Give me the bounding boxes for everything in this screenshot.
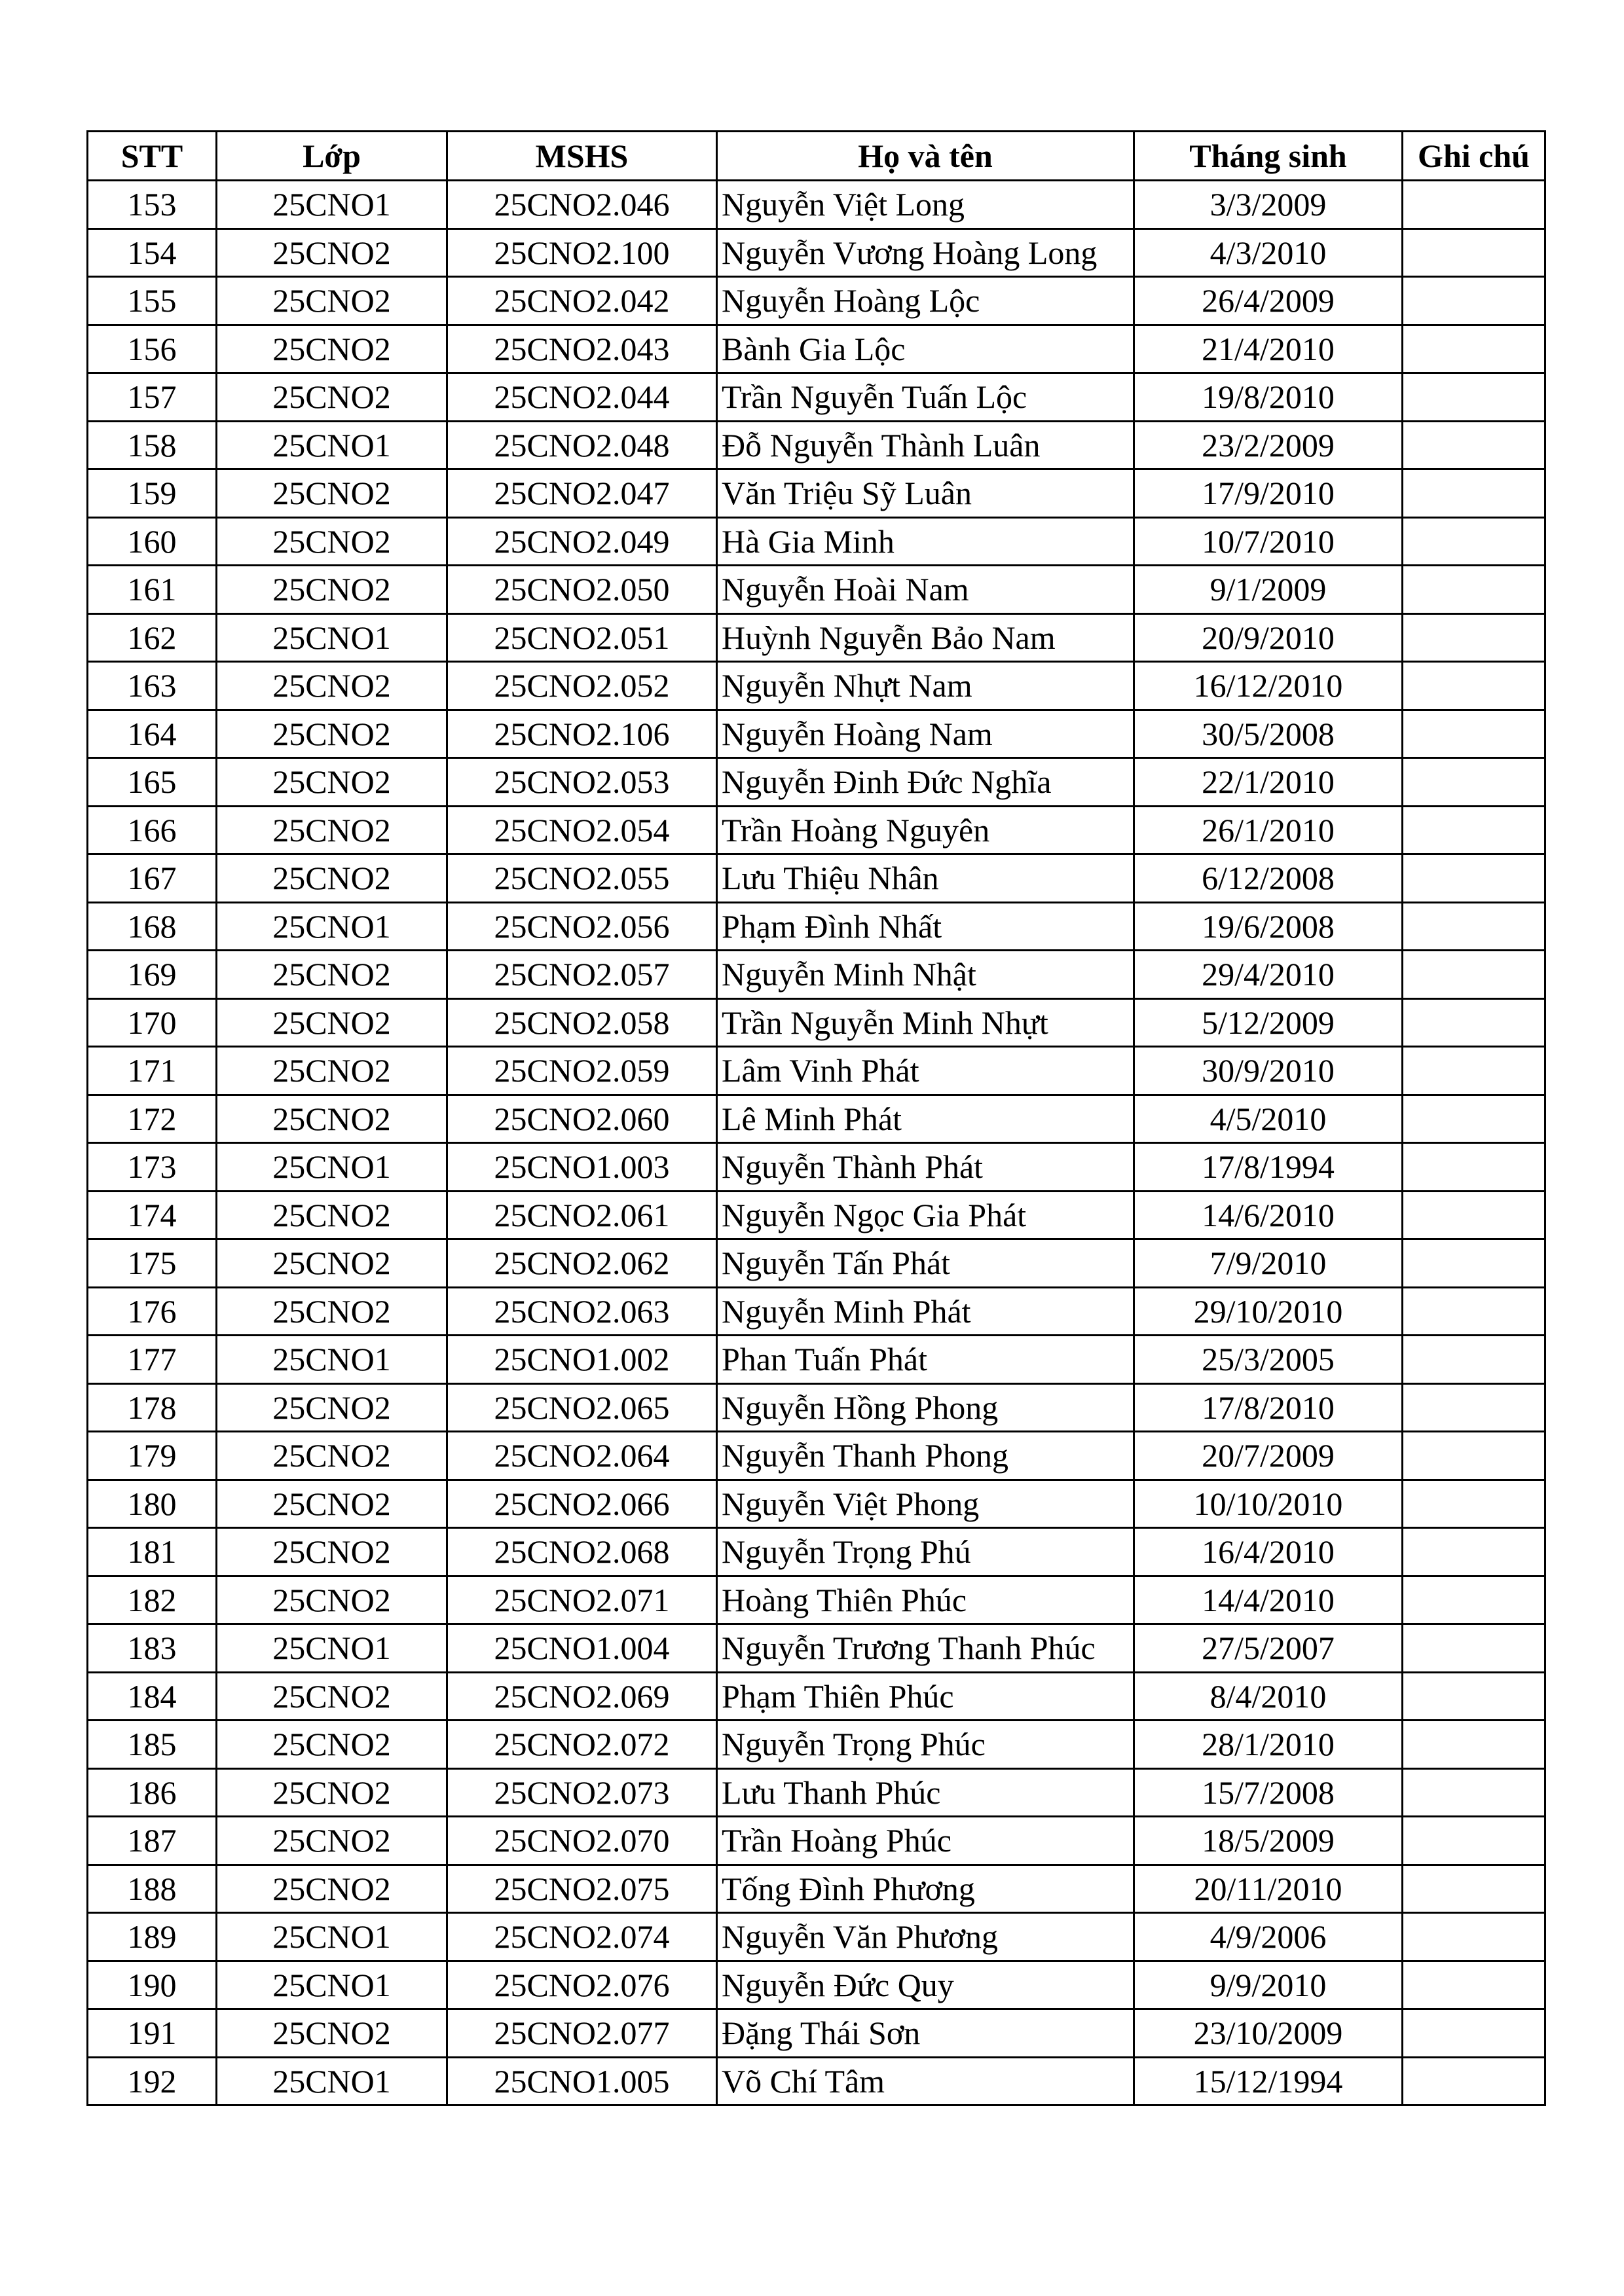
table-row	[88, 1480, 1545, 1528]
cell-stt: 181	[88, 1528, 217, 1576]
cell-note	[1403, 854, 1545, 903]
cell-name: Nguyễn Nhựt Nam	[717, 662, 1134, 710]
table-row	[88, 1191, 1545, 1239]
cell-note	[1403, 1480, 1545, 1528]
header-name: Họ và tên	[717, 132, 1134, 181]
cell-stt: 157	[88, 373, 217, 422]
cell-note	[1403, 517, 1545, 566]
cell-mshs: 25CNO2.054	[447, 806, 717, 854]
cell-note	[1403, 1528, 1545, 1576]
cell-mshs: 25CNO2.063	[447, 1287, 717, 1336]
cell-name: Nguyễn Việt Phong	[717, 1480, 1134, 1528]
cell-lop: 25CNO2	[217, 951, 447, 999]
cell-lop: 25CNO2	[217, 1768, 447, 1817]
cell-lop: 25CNO2	[217, 854, 447, 903]
cell-lop: 25CNO1	[217, 1913, 447, 1961]
cell-note	[1403, 613, 1545, 662]
cell-dob: 20/9/2010	[1134, 613, 1403, 662]
cell-dob: 4/5/2010	[1134, 1095, 1403, 1143]
cell-mshs: 25CNO2.055	[447, 854, 717, 903]
table-row	[88, 806, 1545, 854]
cell-note	[1403, 1576, 1545, 1624]
cell-lop: 25CNO2	[217, 1095, 447, 1143]
cell-stt: 160	[88, 517, 217, 566]
table-row	[88, 854, 1545, 903]
table-row	[88, 1961, 1545, 2009]
cell-mshs: 25CNO2.064	[447, 1432, 717, 1480]
cell-stt: 170	[88, 998, 217, 1047]
cell-mshs: 25CNO1.004	[447, 1624, 717, 1673]
cell-stt: 168	[88, 902, 217, 951]
table-row	[88, 902, 1545, 951]
cell-dob: 30/9/2010	[1134, 1047, 1403, 1095]
cell-lop: 25CNO2	[217, 662, 447, 710]
cell-name: Nguyễn Thành Phát	[717, 1143, 1134, 1192]
cell-lop: 25CNO2	[217, 2009, 447, 2058]
cell-name: Tống Đình Phương	[717, 1865, 1134, 1913]
cell-stt: 162	[88, 613, 217, 662]
cell-note	[1403, 1047, 1545, 1095]
header-stt: STT	[88, 132, 217, 181]
cell-stt: 165	[88, 758, 217, 807]
cell-name: Bành Gia Lộc	[717, 325, 1134, 373]
cell-note	[1403, 1721, 1545, 1769]
table-row	[88, 1287, 1545, 1336]
cell-dob: 17/8/1994	[1134, 1143, 1403, 1192]
cell-name: Lê Minh Phát	[717, 1095, 1134, 1143]
cell-note	[1403, 998, 1545, 1047]
cell-dob: 4/3/2010	[1134, 228, 1403, 277]
cell-stt: 178	[88, 1383, 217, 1432]
cell-stt: 189	[88, 1913, 217, 1961]
table-row	[88, 998, 1545, 1047]
header-dob: Tháng sinh	[1134, 132, 1403, 181]
cell-name: Trần Nguyễn Tuấn Lộc	[717, 373, 1134, 422]
cell-lop: 25CNO1	[217, 902, 447, 951]
cell-lop: 25CNO1	[217, 2057, 447, 2105]
table-row	[88, 1672, 1545, 1721]
cell-stt: 177	[88, 1336, 217, 1384]
cell-note	[1403, 373, 1545, 422]
cell-note	[1403, 228, 1545, 277]
cell-mshs: 25CNO2.065	[447, 1383, 717, 1432]
table-row	[88, 1336, 1545, 1384]
cell-note	[1403, 2057, 1545, 2105]
cell-note	[1403, 469, 1545, 518]
cell-lop: 25CNO2	[217, 758, 447, 807]
cell-mshs: 25CNO2.042	[447, 277, 717, 325]
cell-stt: 184	[88, 1672, 217, 1721]
cell-mshs: 25CNO2.044	[447, 373, 717, 422]
cell-stt: 163	[88, 662, 217, 710]
cell-dob: 27/5/2007	[1134, 1624, 1403, 1673]
cell-lop: 25CNO1	[217, 1336, 447, 1384]
cell-lop: 25CNO1	[217, 613, 447, 662]
cell-name: Trần Hoàng Nguyên	[717, 806, 1134, 854]
cell-dob: 28/1/2010	[1134, 1721, 1403, 1769]
cell-note	[1403, 951, 1545, 999]
cell-mshs: 25CNO2.050	[447, 566, 717, 614]
cell-name: Nguyễn Trọng Phúc	[717, 1721, 1134, 1769]
cell-name: Nguyễn Trương Thanh Phúc	[717, 1624, 1134, 1673]
cell-stt: 190	[88, 1961, 217, 2009]
table-row	[88, 662, 1545, 710]
cell-note	[1403, 1336, 1545, 1384]
cell-dob: 3/3/2009	[1134, 181, 1403, 229]
table-row	[88, 1432, 1545, 1480]
cell-stt: 164	[88, 710, 217, 758]
cell-mshs: 25CNO2.106	[447, 710, 717, 758]
cell-lop: 25CNO2	[217, 1721, 447, 1769]
cell-stt: 153	[88, 181, 217, 229]
cell-note	[1403, 1143, 1545, 1192]
cell-stt: 175	[88, 1239, 217, 1288]
cell-mshs: 25CNO2.071	[447, 1576, 717, 1624]
cell-lop: 25CNO2	[217, 277, 447, 325]
table-row	[88, 1721, 1545, 1769]
cell-stt: 172	[88, 1095, 217, 1143]
cell-mshs: 25CNO2.073	[447, 1768, 717, 1817]
cell-name: Nguyễn Thanh Phong	[717, 1432, 1134, 1480]
table-row	[88, 1095, 1545, 1143]
cell-mshs: 25CNO1.002	[447, 1336, 717, 1384]
cell-dob: 14/4/2010	[1134, 1576, 1403, 1624]
cell-name: Phạm Đình Nhất	[717, 902, 1134, 951]
cell-lop: 25CNO1	[217, 1143, 447, 1192]
cell-stt: 158	[88, 421, 217, 469]
cell-mshs: 25CNO2.049	[447, 517, 717, 566]
cell-mshs: 25CNO2.047	[447, 469, 717, 518]
table-row	[88, 1528, 1545, 1576]
cell-note	[1403, 1961, 1545, 2009]
cell-dob: 7/9/2010	[1134, 1239, 1403, 1288]
cell-mshs: 25CNO1.005	[447, 2057, 717, 2105]
cell-name: Nguyễn Văn Phương	[717, 1913, 1134, 1961]
cell-note	[1403, 1287, 1545, 1336]
cell-mshs: 25CNO2.074	[447, 1913, 717, 1961]
cell-note	[1403, 1865, 1545, 1913]
cell-mshs: 25CNO2.057	[447, 951, 717, 999]
cell-name: Phạm Thiên Phúc	[717, 1672, 1134, 1721]
cell-stt: 173	[88, 1143, 217, 1192]
table-row	[88, 1576, 1545, 1624]
cell-lop: 25CNO2	[217, 710, 447, 758]
cell-stt: 176	[88, 1287, 217, 1336]
cell-stt: 154	[88, 228, 217, 277]
cell-dob: 29/4/2010	[1134, 951, 1403, 999]
table-row	[88, 1913, 1545, 1961]
cell-lop: 25CNO2	[217, 1287, 447, 1336]
header-lop: Lớp	[217, 132, 447, 181]
cell-dob: 30/5/2008	[1134, 710, 1403, 758]
cell-lop: 25CNO1	[217, 1624, 447, 1673]
table-row	[88, 228, 1545, 277]
table-row	[88, 421, 1545, 469]
table-row	[88, 1624, 1545, 1673]
cell-name: Nguyễn Ngọc Gia Phát	[717, 1191, 1134, 1239]
cell-name: Nguyễn Đức Quy	[717, 1961, 1134, 2009]
cell-mshs: 25CNO2.043	[447, 325, 717, 373]
table-row	[88, 1383, 1545, 1432]
table-row	[88, 181, 1545, 229]
table-row	[88, 566, 1545, 614]
cell-stt: 182	[88, 1576, 217, 1624]
cell-name: Huỳnh Nguyễn Bảo Nam	[717, 613, 1134, 662]
cell-mshs: 25CNO2.077	[447, 2009, 717, 2058]
cell-mshs: 25CNO2.076	[447, 1961, 717, 2009]
cell-mshs: 25CNO2.051	[447, 613, 717, 662]
cell-note	[1403, 1672, 1545, 1721]
cell-dob: 22/1/2010	[1134, 758, 1403, 807]
cell-name: Nguyễn Hoàng Lộc	[717, 277, 1134, 325]
cell-lop: 25CNO2	[217, 1817, 447, 1865]
table-row	[88, 277, 1545, 325]
cell-name: Nguyễn Hoàng Nam	[717, 710, 1134, 758]
cell-dob: 17/9/2010	[1134, 469, 1403, 518]
cell-stt: 191	[88, 2009, 217, 2058]
cell-name: Đỗ Nguyễn Thành Luân	[717, 421, 1134, 469]
cell-dob: 26/1/2010	[1134, 806, 1403, 854]
cell-dob: 21/4/2010	[1134, 325, 1403, 373]
cell-mshs: 25CNO2.072	[447, 1721, 717, 1769]
cell-stt: 174	[88, 1191, 217, 1239]
cell-lop: 25CNO2	[217, 1480, 447, 1528]
table-row	[88, 2009, 1545, 2058]
cell-name: Trần Hoàng Phúc	[717, 1817, 1134, 1865]
header-row	[88, 132, 1545, 181]
cell-note	[1403, 662, 1545, 710]
cell-note	[1403, 806, 1545, 854]
cell-stt: 171	[88, 1047, 217, 1095]
table-row	[88, 325, 1545, 373]
cell-mshs: 25CNO2.059	[447, 1047, 717, 1095]
cell-dob: 10/7/2010	[1134, 517, 1403, 566]
cell-note	[1403, 1095, 1545, 1143]
cell-dob: 17/8/2010	[1134, 1383, 1403, 1432]
cell-dob: 5/12/2009	[1134, 998, 1403, 1047]
cell-name: Nguyễn Minh Nhật	[717, 951, 1134, 999]
cell-name: Lâm Vinh Phát	[717, 1047, 1134, 1095]
cell-lop: 25CNO2	[217, 1239, 447, 1288]
cell-dob: 23/2/2009	[1134, 421, 1403, 469]
cell-mshs: 25CNO1.003	[447, 1143, 717, 1192]
cell-note	[1403, 710, 1545, 758]
cell-name: Nguyễn Hoài Nam	[717, 566, 1134, 614]
cell-mshs: 25CNO2.100	[447, 228, 717, 277]
cell-lop: 25CNO2	[217, 228, 447, 277]
cell-mshs: 25CNO2.068	[447, 1528, 717, 1576]
cell-mshs: 25CNO2.048	[447, 421, 717, 469]
cell-mshs: 25CNO2.058	[447, 998, 717, 1047]
cell-dob: 14/6/2010	[1134, 1191, 1403, 1239]
cell-name: Nguyễn Việt Long	[717, 181, 1134, 229]
table-row	[88, 517, 1545, 566]
cell-name: Văn Triệu Sỹ Luân	[717, 469, 1134, 518]
cell-mshs: 25CNO2.046	[447, 181, 717, 229]
cell-dob: 25/3/2005	[1134, 1336, 1403, 1384]
cell-note	[1403, 1768, 1545, 1817]
cell-note	[1403, 277, 1545, 325]
cell-lop: 25CNO2	[217, 566, 447, 614]
table-row	[88, 1047, 1545, 1095]
cell-dob: 6/12/2008	[1134, 854, 1403, 903]
cell-stt: 185	[88, 1721, 217, 1769]
cell-dob: 20/7/2009	[1134, 1432, 1403, 1480]
cell-dob: 16/12/2010	[1134, 662, 1403, 710]
cell-stt: 169	[88, 951, 217, 999]
cell-note	[1403, 566, 1545, 614]
table-row	[88, 710, 1545, 758]
cell-dob: 9/9/2010	[1134, 1961, 1403, 2009]
cell-stt: 187	[88, 1817, 217, 1865]
cell-stt: 161	[88, 566, 217, 614]
cell-dob: 15/7/2008	[1134, 1768, 1403, 1817]
table-row	[88, 1239, 1545, 1288]
cell-note	[1403, 1191, 1545, 1239]
cell-lop: 25CNO2	[217, 806, 447, 854]
cell-lop: 25CNO1	[217, 181, 447, 229]
cell-lop: 25CNO2	[217, 1672, 447, 1721]
cell-name: Lưu Thanh Phúc	[717, 1768, 1134, 1817]
table-row	[88, 1817, 1545, 1865]
cell-lop: 25CNO2	[217, 1047, 447, 1095]
cell-stt: 183	[88, 1624, 217, 1673]
cell-mshs: 25CNO2.056	[447, 902, 717, 951]
cell-dob: 20/11/2010	[1134, 1865, 1403, 1913]
cell-name: Hoàng Thiên Phúc	[717, 1576, 1134, 1624]
cell-lop: 25CNO2	[217, 1528, 447, 1576]
cell-name: Nguyễn Đinh Đức Nghĩa	[717, 758, 1134, 807]
cell-lop: 25CNO2	[217, 1191, 447, 1239]
cell-mshs: 25CNO2.061	[447, 1191, 717, 1239]
cell-note	[1403, 1432, 1545, 1480]
cell-lop: 25CNO1	[217, 421, 447, 469]
cell-dob: 16/4/2010	[1134, 1528, 1403, 1576]
table-row	[88, 1865, 1545, 1913]
cell-lop: 25CNO2	[217, 1383, 447, 1432]
cell-note	[1403, 1817, 1545, 1865]
cell-name: Nguyễn Tấn Phát	[717, 1239, 1134, 1288]
cell-mshs: 25CNO2.070	[447, 1817, 717, 1865]
cell-dob: 9/1/2009	[1134, 566, 1403, 614]
cell-note	[1403, 181, 1545, 229]
cell-dob: 4/9/2006	[1134, 1913, 1403, 1961]
student-list-table	[86, 130, 1546, 2106]
cell-lop: 25CNO1	[217, 1961, 447, 2009]
table-header	[88, 132, 1545, 181]
cell-stt: 192	[88, 2057, 217, 2105]
cell-dob: 8/4/2010	[1134, 1672, 1403, 1721]
cell-mshs: 25CNO2.060	[447, 1095, 717, 1143]
cell-stt: 188	[88, 1865, 217, 1913]
cell-stt: 156	[88, 325, 217, 373]
cell-dob: 19/6/2008	[1134, 902, 1403, 951]
cell-note	[1403, 758, 1545, 807]
cell-mshs: 25CNO2.075	[447, 1865, 717, 1913]
cell-note	[1403, 325, 1545, 373]
cell-note	[1403, 2009, 1545, 2058]
cell-dob: 18/5/2009	[1134, 1817, 1403, 1865]
cell-note	[1403, 421, 1545, 469]
cell-name: Trần Nguyễn Minh Nhựt	[717, 998, 1134, 1047]
cell-name: Võ Chí Tâm	[717, 2057, 1134, 2105]
header-mshs: MSHS	[447, 132, 717, 181]
cell-lop: 25CNO2	[217, 998, 447, 1047]
cell-name: Nguyễn Minh Phát	[717, 1287, 1134, 1336]
cell-lop: 25CNO2	[217, 1432, 447, 1480]
table-row	[88, 373, 1545, 422]
cell-dob: 26/4/2009	[1134, 277, 1403, 325]
cell-stt: 159	[88, 469, 217, 518]
cell-stt: 167	[88, 854, 217, 903]
table-row	[88, 2057, 1545, 2105]
cell-note	[1403, 1239, 1545, 1288]
cell-mshs: 25CNO2.069	[447, 1672, 717, 1721]
cell-stt: 186	[88, 1768, 217, 1817]
table-row	[88, 1143, 1545, 1192]
table-row	[88, 1768, 1545, 1817]
cell-stt: 166	[88, 806, 217, 854]
cell-lop: 25CNO2	[217, 373, 447, 422]
cell-dob: 29/10/2010	[1134, 1287, 1403, 1336]
cell-dob: 15/12/1994	[1134, 2057, 1403, 2105]
cell-name: Nguyễn Trọng Phú	[717, 1528, 1134, 1576]
cell-dob: 23/10/2009	[1134, 2009, 1403, 2058]
cell-dob: 10/10/2010	[1134, 1480, 1403, 1528]
cell-name: Hà Gia Minh	[717, 517, 1134, 566]
table-row	[88, 469, 1545, 518]
cell-name: Nguyễn Vương Hoàng Long	[717, 228, 1134, 277]
cell-name: Phan Tuấn Phát	[717, 1336, 1134, 1384]
table-row	[88, 951, 1545, 999]
table-row	[88, 758, 1545, 807]
cell-note	[1403, 902, 1545, 951]
cell-lop: 25CNO2	[217, 325, 447, 373]
header-note: Ghi chú	[1403, 132, 1545, 181]
cell-mshs: 25CNO2.066	[447, 1480, 717, 1528]
cell-lop: 25CNO2	[217, 1865, 447, 1913]
cell-mshs: 25CNO2.052	[447, 662, 717, 710]
cell-name: Nguyễn Hồng Phong	[717, 1383, 1134, 1432]
cell-stt: 155	[88, 277, 217, 325]
cell-dob: 19/8/2010	[1134, 373, 1403, 422]
cell-lop: 25CNO2	[217, 469, 447, 518]
cell-mshs: 25CNO2.053	[447, 758, 717, 807]
cell-lop: 25CNO2	[217, 517, 447, 566]
table-body	[88, 181, 1545, 2105]
cell-stt: 180	[88, 1480, 217, 1528]
cell-note	[1403, 1624, 1545, 1673]
cell-mshs: 25CNO2.062	[447, 1239, 717, 1288]
cell-name: Lưu Thiệu Nhân	[717, 854, 1134, 903]
table-row	[88, 613, 1545, 662]
cell-lop: 25CNO2	[217, 1576, 447, 1624]
cell-name: Đặng Thái Sơn	[717, 2009, 1134, 2058]
cell-note	[1403, 1383, 1545, 1432]
cell-stt: 179	[88, 1432, 217, 1480]
cell-note	[1403, 1913, 1545, 1961]
